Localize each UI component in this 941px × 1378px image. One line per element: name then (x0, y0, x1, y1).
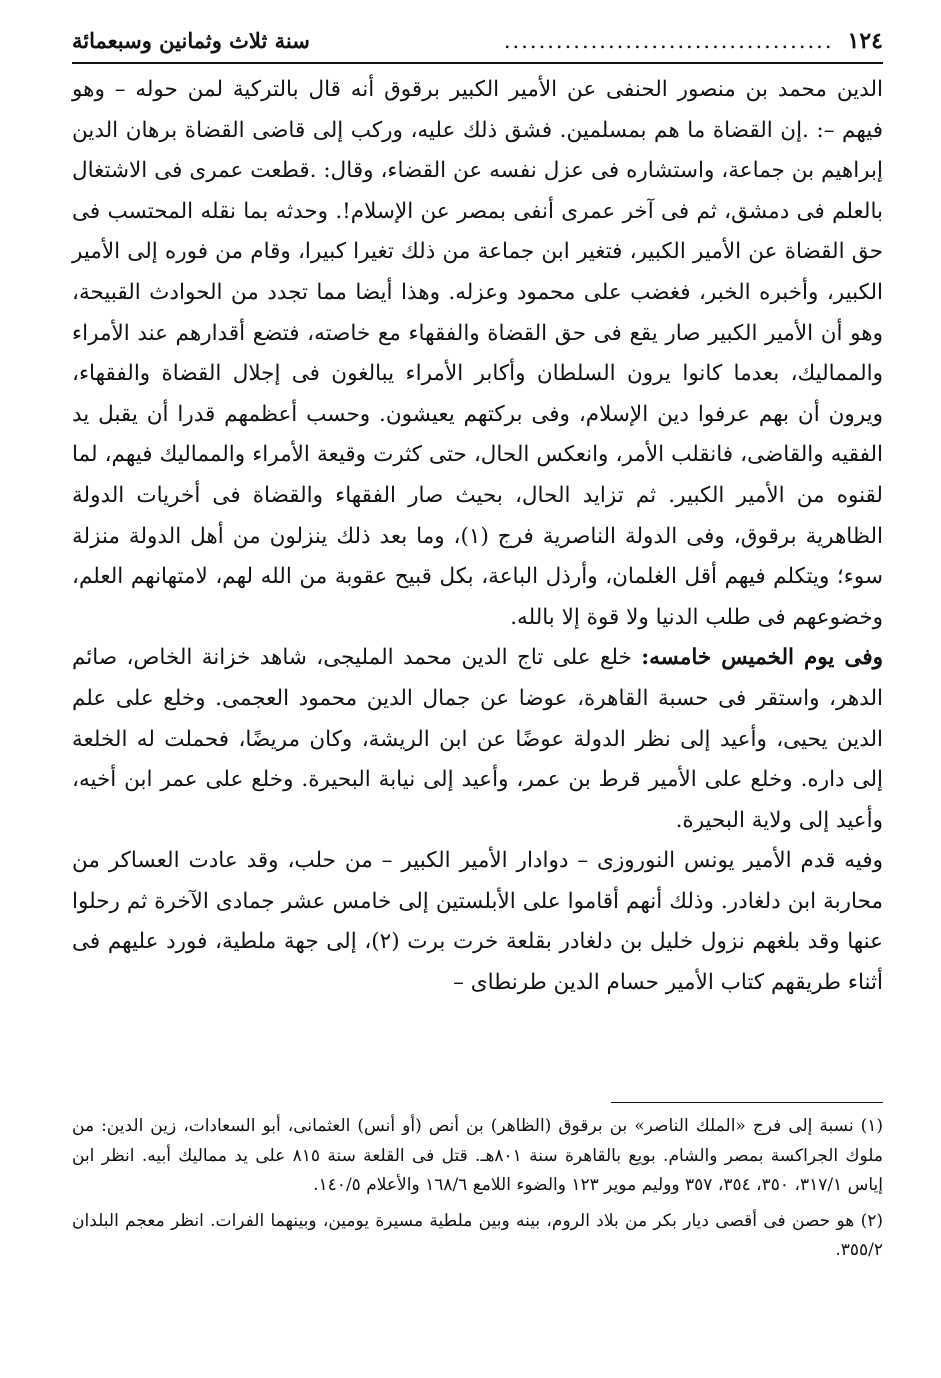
footnotes (72, 1112, 883, 1272)
paragraph (72, 70, 883, 638)
running-header (72, 28, 883, 64)
paragraph-text: خلع على تاج الدين محمد المليجى، شاهد خزانة الخاص، صائم الدهر، واستقر فى حسبة القاهرة، عوضا عن جمال الدين محمود العجمى. وخلع على علم الدين يحيى، وأعيد إلى نظر الدولة عوضًا عن ابن الريشة، وكان مريضًا، فحملت له الخلعة إلى داره. وخلع على الأمير قرط بن عمر، وأعيد إلى نيابة البحيرة. وخلع على عمر ابن أخيه، وأعيد إلى ولاية البحيرة. (72, 645, 883, 833)
header-leader-dots: ...................................... (503, 29, 834, 53)
paragraph-text: وفيه قدم الأمير يونس النوروزى – دوادار الأمير الكبير – من حلب، وقد عادت العساكر من محاربة ابن دلغادر. وذلك أنهم أقاموا على الأبلستين إلى خامس عشر جمادى الآخرة ثم رحلوا عنها وقد بلغهم نزول خليل بن دلغادر بقلعة خرت برت (٢)، إلى جهة ملطية، فورد عليهم فى أثناء طريقهم كتاب الأمير حسام الدين طرنطاى – (72, 848, 883, 996)
chapter-title: سنة ثلاث وثمانين وسبعمائة (72, 28, 310, 53)
paragraph-lead: وفى يوم الخميس خامسه: (641, 645, 883, 671)
paragraph (72, 841, 883, 1003)
footnote-divider (611, 1102, 883, 1103)
paragraph (72, 638, 883, 841)
footnote: (٢) هو حصن فى أقصى ديار بكر من بلاد الروم، بينه وبين ملطية مسيرة يومين، وبينهما الفرات. انظر معجم البلدان ٣٥٥/٢. (72, 1210, 883, 1260)
page-number: ١٢٤ (847, 28, 883, 54)
paragraph-text: الدين محمد بن منصور الحنفى عن الأمير الكبير برقوق أنه قال بالتركية لمن حوله – وهو فيهم –: .إن القضاة ما هم بمسلمين. فشق ذلك عليه، وركب إلى قاضى القضاة برهان الدين إبراهيم بن جماعة، واستشاره فى عزل نفسه عن القضاء، وقال: .قطعت عمرى فى الاشتغال بالعلم فى دمشق، ثم فى آخر عمرى أنفى بمصر عن الإسلام!. وحدثه بما نقله المحتسب فى حق القضاة عن الأمير الكبير، فتغير ابن جماعة من ذلك تغيرا كبيرا، وقام من فوره إلى الأمير الكبير، وأخبره الخبر، فغضب على محمود وعزله. وهذا أيضا مما تجدد من الحوادث القبيحة، وهو أن الأمير الكبير صار يقع فى حق القضاة والفقهاء مع خاصته، فتضع أقدارهم عند الأمراء والمماليك، بعدما كانوا يرون السلطان وأكابر الأمراء يبالغون فى إجلال القضاة والفقهاء، ويرون أن بهم عرفوا دين الإسلام، وفى بركتهم يعيشون. وحسب أعظمهم قدرا أن يقبل يد الفقيه والقاضى، فانقلب الأمر، وانعكس الحال، حتى كثرت وقيعة الأمراء والمماليك فيهم، لما لقنوه من الأمير الكبير. ثم تزايد الحال، بحيث صار الفقهاء والقضاة فى أخريات الدولة الظاهرية برقوق، وفى الدولة الناصرية فرج (١)، وما بعد ذلك ينزلون من أهل الدولة منزلة سوء؛ ويتكلم فيهم أقل الغلمان، وأرذل الباعة، بكل قبيح عقوبة من الله لهم، لامتهانهم العلم، وخضوعهم فى طلب الدنيا ولا قوة إلا بالله. (72, 77, 883, 630)
footnote: (١) نسبة إلى فرج «الملك الناصر» بن برقوق (الظاهر) بن أنص (أو أنس) العثمانى، أبو السعادات، زين الدين: من ملوك الجراكسة بمصر والشام. بويع بالقاهرة سنة ٨٠١هـ. قتل فى القلعة سنة ٨١٥ على يد مماليك أبيه. انظر ابن إياس ٣١٧/١، ٣٥٠، ٣٥٤، ٣٥٧ ووليم موير ١٢٣ والضوء اللامع ١٦٨/٦ والأعلام ١٤٠/٥. (72, 1116, 883, 1195)
main-text (72, 70, 883, 1004)
